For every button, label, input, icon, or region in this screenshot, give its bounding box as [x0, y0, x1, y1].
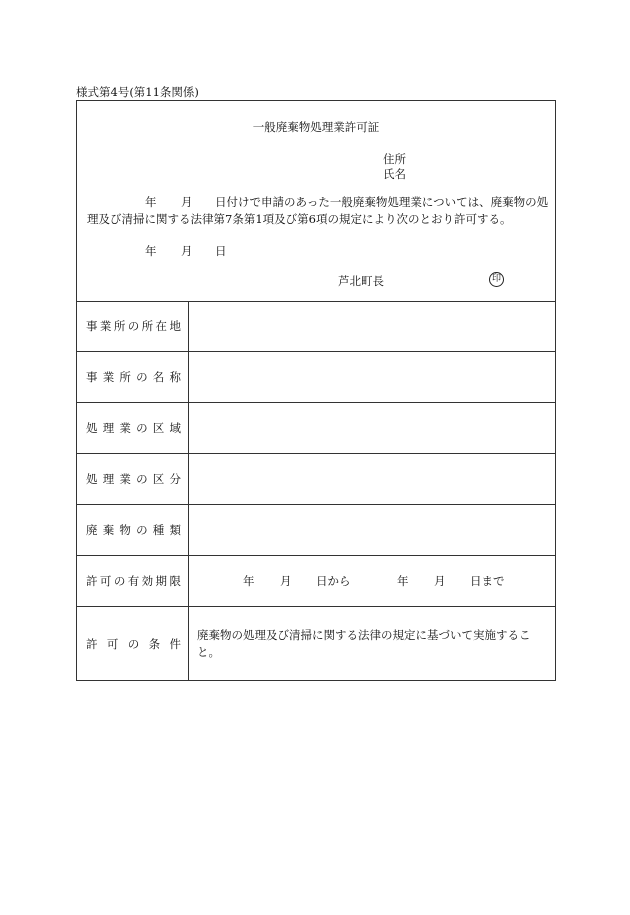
- label-char: 事: [86, 319, 98, 333]
- business-category-field[interactable]: [189, 454, 555, 504]
- permit-form: [76, 100, 556, 681]
- label-char: 所: [113, 319, 126, 333]
- service-area-field[interactable]: [189, 403, 555, 453]
- validity-from-year: 年: [243, 574, 255, 588]
- label-char: 効: [141, 574, 154, 588]
- label-char: 業: [119, 421, 131, 435]
- label-char: 限: [169, 574, 181, 588]
- document-title: 一般廃棄物処理業許可証: [252, 120, 380, 134]
- validity-from-day: 日から: [316, 574, 351, 588]
- row-label-service-area: [77, 403, 189, 453]
- validity-from-month: 月: [280, 574, 292, 588]
- issue-day: 日: [215, 244, 227, 258]
- label-char: 許: [86, 636, 98, 651]
- label-char: 類: [169, 523, 181, 537]
- label-char: 有: [127, 574, 140, 588]
- label-char: 名: [152, 370, 165, 384]
- row-label-permit-conditions: [77, 607, 189, 680]
- label-char: 称: [169, 370, 181, 384]
- application-year: 年: [145, 195, 157, 209]
- form-number: 様式第4号(第11条関係): [76, 85, 199, 99]
- label-char: 分: [169, 472, 181, 486]
- label-char: 棄: [102, 523, 115, 537]
- label-char: の: [136, 472, 148, 486]
- label-char: 在: [155, 319, 168, 333]
- label-char: 域: [169, 421, 181, 435]
- permit-header: [77, 101, 555, 302]
- label-char: 廃: [86, 523, 98, 537]
- row-label-office-location: [77, 301, 189, 351]
- row-label-waste-type: [77, 505, 189, 555]
- label-char: 処: [86, 421, 98, 435]
- label-char: 事: [86, 370, 98, 384]
- label-char: 区: [152, 472, 165, 486]
- label-char: 地: [169, 319, 181, 333]
- label-char: 理: [102, 472, 115, 486]
- label-char: 可: [99, 574, 112, 588]
- seal-mark: 印: [489, 272, 504, 287]
- label-char: 許: [86, 574, 98, 588]
- label-char: 件: [169, 636, 181, 651]
- validity-to-day: 日まで: [470, 574, 505, 588]
- validity-to-year: 年: [397, 574, 409, 588]
- label-char: 条: [148, 636, 161, 651]
- row-office-name: [77, 352, 555, 403]
- label-char: 期: [155, 574, 168, 588]
- permit-conditions-text: 廃棄物の処理及び清掃に関する法律の規定に基づいて実施すること。: [197, 628, 531, 659]
- row-validity-period: [77, 556, 555, 607]
- label-char: 業: [102, 370, 115, 384]
- application-month: 月: [181, 195, 193, 209]
- label-char: の: [136, 370, 148, 384]
- validity-period-field[interactable]: [189, 556, 555, 606]
- label-char: の: [136, 421, 148, 435]
- issue-year: 年: [145, 244, 157, 258]
- permit-statement: 日付けで申請のあった一般廃棄物処理業については、廃棄物の処理及び清掃に関する法律第7条第1項及び第6項の規定により次のとおり許可する。: [87, 195, 549, 226]
- name-label: 氏名: [383, 167, 406, 181]
- label-char: 所: [119, 370, 131, 384]
- label-char: 業: [119, 472, 131, 486]
- row-business-category: [77, 454, 555, 505]
- label-char: 区: [152, 421, 165, 435]
- label-char: の: [113, 574, 126, 588]
- label-char: 種: [152, 523, 165, 537]
- label-char: 所: [141, 319, 154, 333]
- label-char: の: [127, 319, 140, 333]
- office-location-field[interactable]: [189, 301, 555, 351]
- label-char: 理: [102, 421, 115, 435]
- label-char: 可: [106, 636, 119, 651]
- address-label: 住所: [383, 152, 406, 166]
- row-label-office-name: [77, 352, 189, 402]
- office-name-field[interactable]: [189, 352, 555, 402]
- issue-month: 月: [181, 244, 193, 258]
- label-char: 物: [119, 523, 131, 537]
- issuer-title: 芦北町長: [338, 274, 384, 288]
- row-office-location: [77, 301, 555, 352]
- validity-to-month: 月: [434, 574, 446, 588]
- row-label-validity-period: [77, 556, 189, 606]
- label-char: 処: [86, 472, 98, 486]
- label-char: 業: [99, 319, 112, 333]
- waste-type-field[interactable]: [189, 505, 555, 555]
- row-waste-type: [77, 505, 555, 556]
- permit-conditions-field[interactable]: [189, 607, 555, 680]
- label-char: の: [136, 523, 148, 537]
- row-label-business-category: [77, 454, 189, 504]
- label-char: の: [127, 636, 140, 651]
- row-service-area: [77, 403, 555, 454]
- row-permit-conditions: [77, 607, 555, 680]
